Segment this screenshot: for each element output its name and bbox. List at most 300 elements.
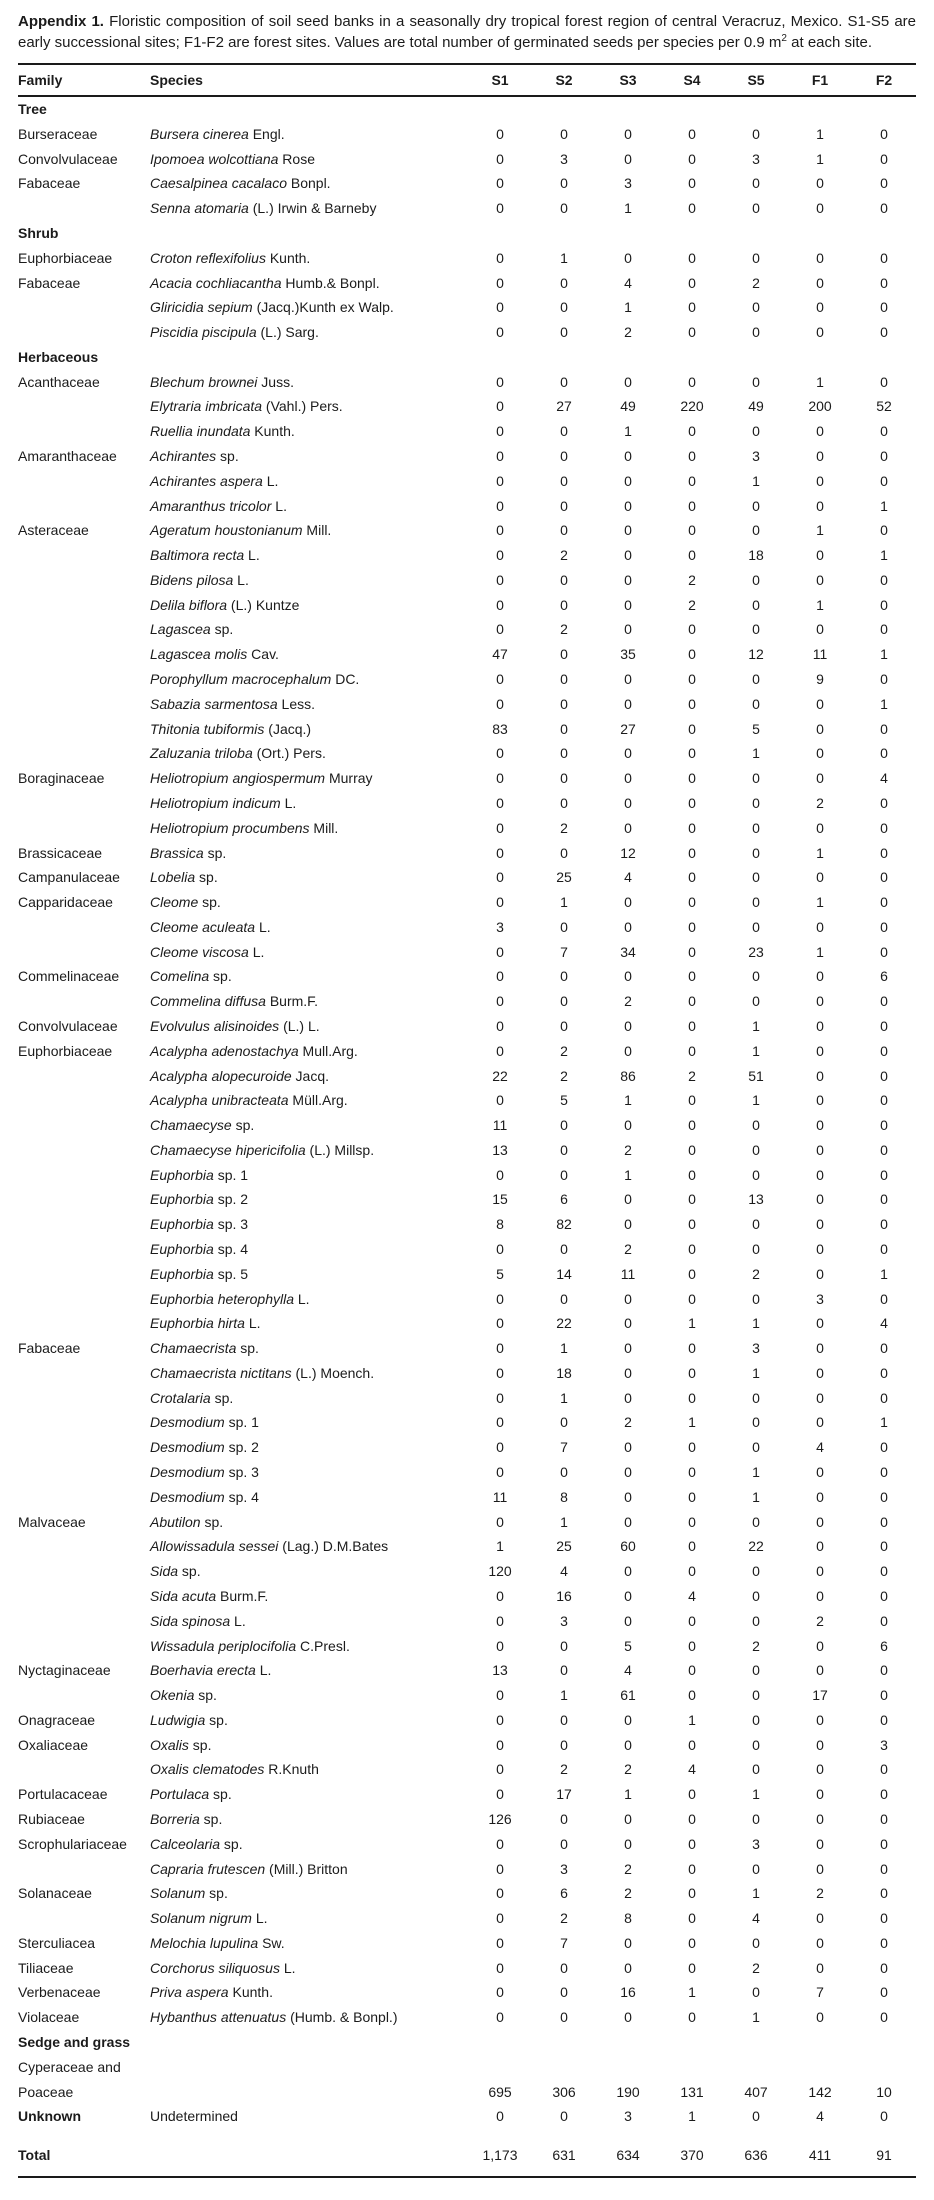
value-cell: 0 (496, 175, 504, 192)
value-cell: 8 (624, 1910, 632, 1927)
species-name: Sabazia sarmentosa (150, 695, 278, 712)
table-row (18, 791, 916, 816)
value-cell: 0 (560, 1017, 568, 1034)
value-cell: 7 (560, 943, 568, 960)
value-cell: 3 (560, 1612, 568, 1629)
value-cell: 60 (620, 1538, 636, 1555)
species-cell (150, 1857, 468, 1882)
value-cell: 16 (620, 1984, 636, 2001)
value-cell: 0 (624, 1587, 632, 1604)
family-cell (18, 1609, 150, 1634)
value-cell: 0 (880, 200, 888, 217)
value-cell: 0 (624, 497, 632, 514)
species-name: Acalypha alopecuroide (150, 1067, 292, 1084)
family-cell (18, 989, 150, 1014)
value-cell: 0 (688, 1637, 696, 1654)
value-cell: 0 (688, 448, 696, 465)
value-cell: 0 (496, 1711, 504, 1728)
value-cell: 4 (688, 1587, 696, 1604)
value-cell: 0 (880, 745, 888, 762)
species-author: (L.) Moench. (291, 1364, 375, 1381)
species-cell (150, 1782, 468, 1807)
value-cell: 0 (560, 448, 568, 465)
value-cell: 0 (816, 621, 824, 638)
species-author: sp. (210, 1389, 234, 1406)
species-author: L. (294, 1290, 310, 1307)
table-row (18, 1832, 916, 1857)
value-cell: 0 (816, 1042, 824, 1059)
species-cell (150, 667, 468, 692)
table-row (18, 1931, 916, 1956)
table-row (18, 1237, 916, 1262)
value-cell: 0 (752, 894, 760, 911)
species-cell (150, 568, 468, 593)
value-cell: 4 (816, 2108, 824, 2125)
table-row (18, 1510, 916, 1535)
value-cell: 0 (688, 1513, 696, 1530)
value-cell: 0 (816, 1265, 824, 1282)
table-row (18, 890, 916, 915)
family-cell (18, 940, 150, 965)
family-cell (18, 494, 150, 519)
value-cell: 4 (688, 1761, 696, 1778)
value-cell: 0 (880, 299, 888, 316)
value-cell: 0 (816, 869, 824, 886)
value-cell: 0 (880, 1934, 888, 1951)
value-cell: 0 (752, 200, 760, 217)
species-cell (150, 1237, 468, 1262)
value-cell: 0 (624, 448, 632, 465)
family-cell (18, 1906, 150, 1931)
value-cell: 0 (496, 448, 504, 465)
value-cell: 0 (624, 1439, 632, 1456)
value-cell: 0 (752, 869, 760, 886)
value-cell: 1 (560, 249, 568, 266)
value-cell: 0 (880, 472, 888, 489)
value-cell: 1 (624, 423, 632, 440)
species-cell (150, 320, 468, 345)
value-cell: 0 (688, 1216, 696, 1233)
species-author: sp. (178, 1563, 201, 1580)
species-name: Heliotropium indicum (150, 794, 281, 811)
value-cell: 0 (560, 794, 568, 811)
value-cell: 3 (624, 2108, 632, 2125)
species-cell (150, 841, 468, 866)
value-cell: 0 (816, 1067, 824, 1084)
species-author: Sw. (258, 1934, 285, 1951)
value-cell: 5 (560, 1092, 568, 1109)
value-cell: 3 (496, 918, 504, 935)
value-cell: 0 (880, 943, 888, 960)
value-cell: 0 (688, 1265, 696, 1282)
value-cell: 4 (624, 274, 632, 291)
value-cell: 0 (816, 1786, 824, 1803)
table-row (18, 271, 916, 296)
value-cell: 0 (560, 1241, 568, 1258)
species-name: Porophyllum macrocephalum (150, 671, 332, 688)
species-name: Brassica (150, 844, 204, 861)
species-author: (L.) Millsp. (305, 1141, 375, 1158)
value-cell: 0 (496, 1934, 504, 1951)
value-cell: 0 (496, 522, 504, 539)
species-cell (150, 2080, 468, 2105)
value-cell: 0 (688, 918, 696, 935)
species-cell (150, 1981, 468, 2006)
value-cell: 0 (496, 1910, 504, 1927)
species-author: (Vahl.) Pers. (262, 398, 343, 415)
value-cell: 0 (752, 695, 760, 712)
value-cell: 0 (624, 1835, 632, 1852)
species-cell (150, 543, 468, 568)
species-cell (150, 271, 468, 296)
species-cell (150, 618, 468, 643)
value-cell: 0 (816, 1216, 824, 1233)
value-cell: 0 (816, 993, 824, 1010)
family-cell (18, 1386, 150, 1411)
value-cell: 0 (816, 1141, 824, 1158)
value-cell: 126 (488, 1810, 512, 1827)
species-cell (150, 766, 468, 791)
table-row (18, 841, 916, 866)
value-cell: 0 (624, 596, 632, 613)
species-author: Humb.& Bonpl. (281, 274, 380, 291)
value-cell: 0 (880, 1662, 888, 1679)
family-cell: Fabaceae (18, 1340, 81, 1357)
value-cell: 1 (560, 894, 568, 911)
species-name: Solanum nigrum (150, 1910, 252, 1927)
species-author: L. (280, 794, 297, 811)
value-cell: 0 (688, 497, 696, 514)
value-cell: 14 (556, 1265, 572, 1282)
section-row (18, 2030, 916, 2055)
value-cell: 1 (560, 1687, 568, 1704)
species-name: Blechum brownei (150, 373, 258, 390)
species-cell (150, 1212, 468, 1237)
family-cell (18, 395, 150, 420)
species-cell (150, 915, 468, 940)
species-name: Euphorbia (150, 1216, 214, 1233)
family-cell: Sterculiacea (18, 1934, 96, 1951)
value-cell: 0 (496, 770, 504, 787)
value-cell: 0 (752, 1439, 760, 1456)
species-cell (150, 1014, 468, 1039)
family-cell (18, 543, 150, 568)
value-cell: 27 (620, 720, 636, 737)
species-name: Bursera cinerea (150, 125, 249, 142)
value-cell: 0 (752, 968, 760, 985)
value-cell: 0 (496, 1761, 504, 1778)
species-author: sp. 4 (213, 1241, 249, 1258)
value-cell: 11 (492, 1488, 508, 1505)
value-cell: 0 (880, 1439, 888, 1456)
value-cell: 0 (496, 1092, 504, 1109)
table-row (18, 1460, 916, 1485)
value-cell: 2 (816, 1885, 824, 1902)
species-author: sp. 2 (213, 1191, 249, 1208)
table-row (18, 989, 916, 1014)
value-cell: 0 (688, 200, 696, 217)
value-cell: 11 (812, 646, 828, 663)
species-author: Jacq. (291, 1067, 330, 1084)
species-author: sp. 2 (224, 1439, 259, 1456)
value-cell: 0 (752, 1414, 760, 1431)
species-cell (150, 2129, 468, 2177)
value-cell: 0 (880, 869, 888, 886)
family-cell (18, 1361, 150, 1386)
species-cell (150, 1733, 468, 1758)
value-cell: 1 (880, 497, 888, 514)
value-cell: 0 (752, 1117, 760, 1134)
value-cell: 0 (688, 770, 696, 787)
species-cell (150, 1584, 468, 1609)
value-cell: 1 (560, 1513, 568, 1530)
family-cell: Tiliaceae (18, 1959, 74, 1976)
value-cell: 0 (496, 1464, 504, 1481)
value-cell: 0 (624, 571, 632, 588)
value-cell: 0 (688, 1687, 696, 1704)
value-cell: 7 (560, 1439, 568, 1456)
family-cell (18, 1287, 150, 1312)
value-cell: 0 (624, 1488, 632, 1505)
value-cell: 0 (752, 596, 760, 613)
value-cell: 0 (880, 1910, 888, 1927)
value-cell: 4 (880, 1315, 888, 1332)
species-cell (150, 1411, 468, 1436)
value-cell: 0 (688, 125, 696, 142)
value-cell: 0 (496, 423, 504, 440)
section-label: Sedge and grass (18, 2034, 131, 2051)
value-cell: 0 (496, 943, 504, 960)
species-name: Chamaecrista nictitans (150, 1364, 292, 1381)
value-cell: 0 (496, 844, 504, 861)
value-cell: 0 (880, 621, 888, 638)
value-cell: 0 (688, 1810, 696, 1827)
value-cell: 190 (616, 2083, 640, 2100)
value-cell: 1 (496, 1538, 504, 1555)
species-author: Müll.Arg. (288, 1092, 348, 1109)
table-row (18, 2005, 916, 2030)
value-cell: 52 (876, 398, 892, 415)
value-cell: 2 (560, 1761, 568, 1778)
value-cell: 91 (852, 2129, 916, 2177)
value-cell: 142 (808, 2083, 832, 2100)
value-cell: 0 (560, 522, 568, 539)
value-cell: 0 (880, 1513, 888, 1530)
species-author: (Humb. & Bonpl.) (286, 2009, 398, 2026)
species-cell (150, 1262, 468, 1287)
species-author: L. (230, 1612, 246, 1629)
family-cell: Portulacaceae (18, 1786, 108, 1803)
table-row (18, 370, 916, 395)
value-cell: 0 (496, 1587, 504, 1604)
table-row (18, 295, 916, 320)
species-cell (150, 1188, 468, 1213)
value-cell: 49 (748, 398, 764, 415)
family-cell (18, 1311, 150, 1336)
species-name: Ruellia inundata (150, 423, 251, 440)
family-cell: Rubiaceae (18, 1810, 85, 1827)
table-row (18, 692, 916, 717)
value-cell: 2 (752, 1959, 760, 1976)
family-cell (18, 1758, 150, 1783)
table-row (18, 1857, 916, 1882)
value-cell: 0 (496, 1414, 504, 1431)
species-cell (150, 147, 468, 172)
value-cell: 0 (624, 150, 632, 167)
table-row (18, 1262, 916, 1287)
species-author: Kunth. (250, 423, 295, 440)
value-cell: 0 (688, 1241, 696, 1258)
value-cell: 0 (816, 249, 824, 266)
value-cell: 1 (816, 373, 824, 390)
caption-label: Appendix 1. (18, 13, 104, 30)
family-cell: Euphorbiaceae (18, 249, 113, 266)
table-row (18, 865, 916, 890)
value-cell: 6 (880, 1637, 888, 1654)
value-cell: 0 (496, 671, 504, 688)
table-body (18, 96, 916, 2177)
value-cell: 0 (816, 1662, 824, 1679)
value-cell: 2 (688, 1067, 696, 1084)
family-cell: Violaceae (18, 2009, 80, 2026)
value-cell: 0 (496, 1513, 504, 1530)
species-author: sp. (195, 869, 218, 886)
value-cell: 0 (624, 1315, 632, 1332)
value-cell: 0 (688, 373, 696, 390)
value-cell: 1 (880, 547, 888, 564)
value-cell: 0 (560, 175, 568, 192)
species-author: Bonpl. (286, 175, 331, 192)
value-cell: 2 (624, 324, 632, 341)
species-cell (150, 1163, 468, 1188)
column-header-s3: S3 (596, 64, 660, 96)
value-cell: 634 (596, 2129, 660, 2177)
value-cell: 0 (880, 1042, 888, 1059)
value-cell: 0 (816, 720, 824, 737)
family-cell (18, 692, 150, 717)
table-caption (18, 12, 916, 53)
value-cell: 1 (560, 1389, 568, 1406)
table-row (18, 766, 916, 791)
table-row (18, 1658, 916, 1683)
family-cell (18, 717, 150, 742)
value-cell: 2 (560, 819, 568, 836)
species-cell (150, 742, 468, 767)
value-cell: 1 (816, 943, 824, 960)
value-cell: 0 (496, 1860, 504, 1877)
value-cell: 9 (816, 671, 824, 688)
value-cell: 0 (624, 1563, 632, 1580)
value-cell: 0 (560, 1166, 568, 1183)
species-name: Zaluzania triloba (150, 745, 253, 762)
table-row (18, 1485, 916, 1510)
value-cell: 0 (560, 2009, 568, 2026)
species-author: sp. 3 (224, 1464, 259, 1481)
species-name: Gliricidia sepium (150, 299, 253, 316)
value-cell: 0 (816, 1860, 824, 1877)
value-cell: 5 (496, 1265, 504, 1282)
value-cell: 25 (556, 869, 572, 886)
species-author: sp. (205, 1711, 228, 1728)
table-row (18, 1609, 916, 1634)
value-cell: 0 (560, 993, 568, 1010)
value-cell: 636 (724, 2129, 788, 2177)
species-cell (150, 890, 468, 915)
value-cell: 0 (496, 869, 504, 886)
table-row (18, 618, 916, 643)
species-name: Oxalis clematodes (150, 1761, 265, 1778)
value-cell: 0 (752, 175, 760, 192)
value-cell: 0 (688, 2009, 696, 2026)
table-row (18, 965, 916, 990)
value-cell: 1 (816, 596, 824, 613)
value-cell: 0 (624, 2009, 632, 2026)
species-name: Crotalaria (150, 1389, 211, 1406)
value-cell: 0 (496, 1835, 504, 1852)
value-cell: 0 (880, 423, 888, 440)
table-row (18, 1758, 916, 1783)
value-cell: 0 (880, 1092, 888, 1109)
family-cell (18, 568, 150, 593)
value-cell: 0 (688, 522, 696, 539)
species-author: sp. (205, 1885, 228, 1902)
table-row (18, 1163, 916, 1188)
value-cell: 0 (624, 1340, 632, 1357)
value-cell: 0 (880, 1389, 888, 1406)
value-cell: 2 (560, 1910, 568, 1927)
value-cell: 0 (816, 770, 824, 787)
value-cell: 2 (752, 1637, 760, 1654)
family-cell (18, 196, 150, 221)
value-cell: 0 (752, 299, 760, 316)
value-cell: 0 (752, 993, 760, 1010)
value-cell: 35 (620, 646, 636, 663)
value-cell: 0 (560, 423, 568, 440)
value-cell: 200 (808, 398, 832, 415)
species-author: Engl. (248, 125, 285, 142)
value-cell: 0 (688, 1464, 696, 1481)
species-name: Borreria (150, 1810, 200, 1827)
value-cell: 0 (880, 993, 888, 1010)
value-cell: 0 (624, 1389, 632, 1406)
value-cell: 0 (816, 274, 824, 291)
value-cell: 0 (816, 1340, 824, 1357)
family-cell (18, 1212, 150, 1237)
table-row (18, 1386, 916, 1411)
value-cell: 0 (688, 423, 696, 440)
family-cell: Euphorbiaceae (18, 1042, 113, 1059)
value-cell: 0 (816, 1315, 824, 1332)
value-cell: 2 (816, 1612, 824, 1629)
value-cell: 0 (816, 1389, 824, 1406)
value-cell: 0 (880, 1761, 888, 1778)
value-cell: 0 (880, 1464, 888, 1481)
value-cell: 1 (752, 745, 760, 762)
value-cell: 0 (816, 547, 824, 564)
value-cell: 0 (560, 2108, 568, 2125)
value-cell: 0 (880, 175, 888, 192)
species-cell (150, 1361, 468, 1386)
value-cell: 0 (880, 1166, 888, 1183)
value-cell: 0 (688, 819, 696, 836)
value-cell: 0 (688, 299, 696, 316)
value-cell: 0 (496, 497, 504, 514)
value-cell: 0 (560, 770, 568, 787)
value-cell: 0 (816, 1761, 824, 1778)
value-cell: 0 (880, 1810, 888, 1827)
value-cell: 22 (556, 1315, 572, 1332)
family-cell (18, 419, 150, 444)
